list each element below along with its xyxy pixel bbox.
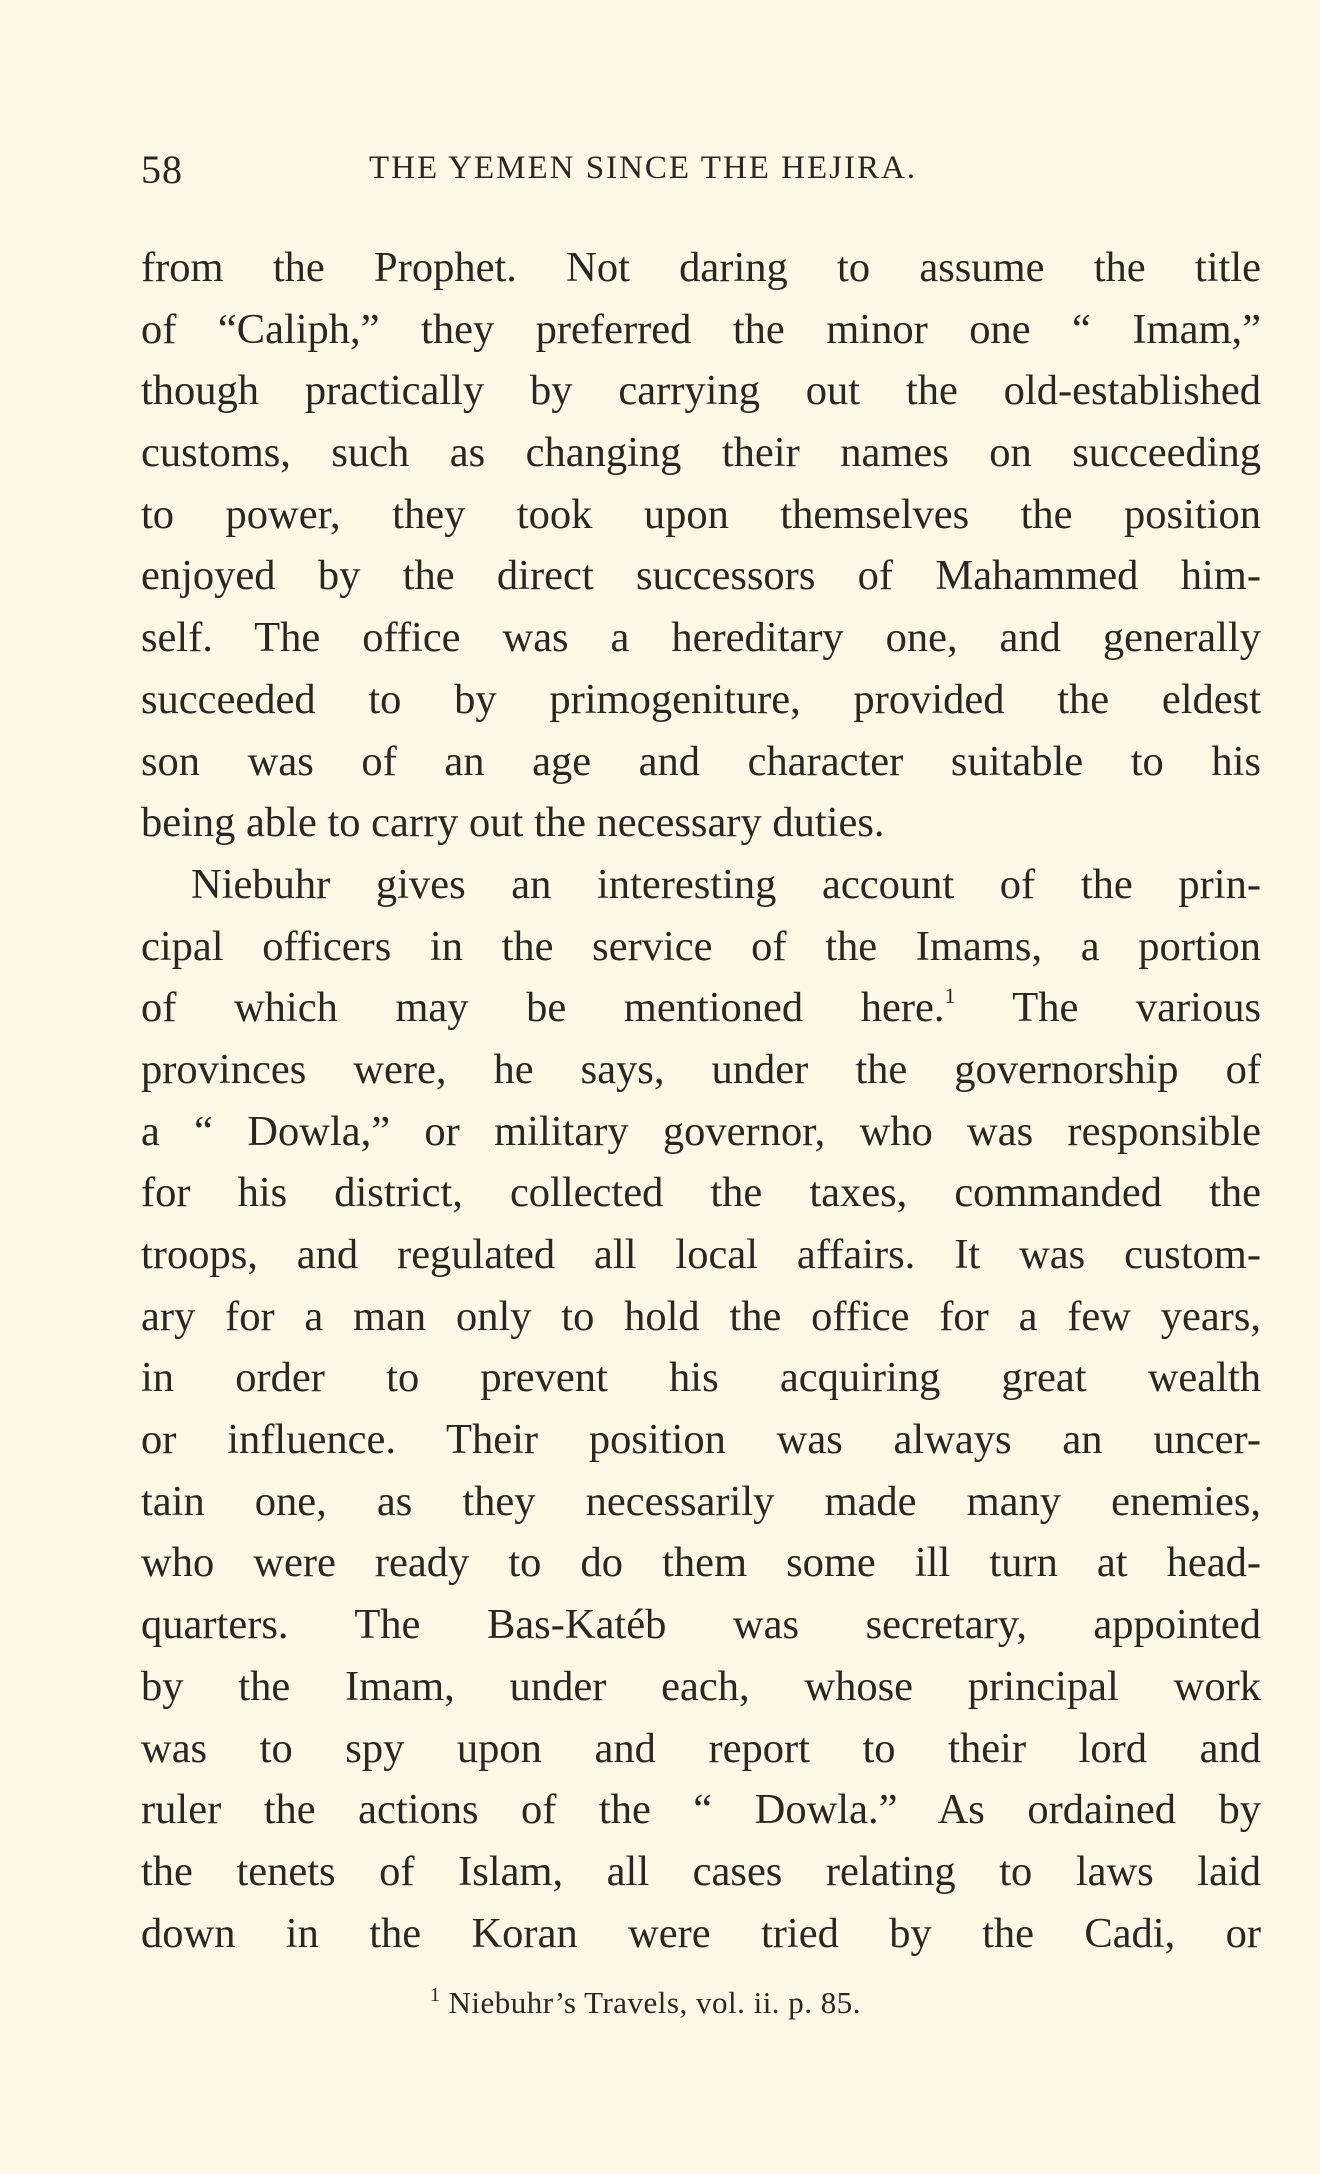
text-line: by the Imam, under each, whose principal work (141, 1662, 1261, 1710)
text-line: tain one, as they necessarily made many enemies, (141, 1477, 1261, 1525)
running-head: THE YEMEN SINCE THE HEJIRA. (369, 150, 918, 186)
text-line: enjoyed by the direct successors of Mahammed him- (141, 552, 1261, 600)
text-line: down in the Koran were tried by the Cadi, or (141, 1909, 1261, 1957)
text-line: customs, such as changing their names on succeeding (141, 429, 1261, 477)
footnote-reference[interactable]: 1 (944, 983, 956, 1009)
text-line: being able to carry out the necessary duties. (141, 799, 885, 847)
body-text (141, 237, 1261, 1964)
text-line: the tenets of Islam, all cases relating to laws laid (141, 1847, 1261, 1895)
text-line: ruler the actions of the “ Dowla.” As ordained by (141, 1786, 1261, 1834)
text-segment: of which may be mentioned here. (141, 984, 945, 1032)
text-line: a “ Dowla,” or military governor, who was responsible (141, 1107, 1261, 1155)
text-line: provinces were, he says, under the governorship of (141, 1045, 1261, 1093)
footnote-marker: 1 (430, 1984, 441, 2006)
text-line: troops, and regulated all local affairs. It was custom- (141, 1231, 1261, 1278)
text-line: cipal officers in the service of the Imams, a portion (141, 922, 1261, 970)
text-line: self. The office was a hereditary one, and generally (141, 614, 1261, 662)
text-line: quarters. The Bas-Katéb was secretary, appointed (141, 1601, 1261, 1649)
text-line: for his district, collected the taxes, commanded the (141, 1169, 1261, 1217)
text-line: in order to prevent his acquiring great wealth (141, 1354, 1261, 1402)
text-line: though practically by carrying out the old-established (141, 367, 1261, 415)
text-segment: The various (955, 984, 1261, 1032)
text-line: to power, they took upon themselves the position (141, 490, 1261, 538)
text-line: was to spy upon and report to their lord and (141, 1724, 1261, 1772)
text-line: from the Prophet. Not daring to assume the title (141, 244, 1261, 291)
page-header (141, 146, 1261, 196)
footnote (430, 1985, 861, 2021)
text-line: succeeded to by primogeniture, provided the eldest (141, 675, 1261, 723)
text-line: of “Caliph,” they preferred the minor one “ Imam,” (141, 305, 1261, 353)
footnote-text: Niebuhr’s Travels, vol. ii. p. 85. (448, 1985, 862, 2020)
text-line-with-note (141, 977, 1261, 1039)
text-line: or influence. Their position was always an uncer- (141, 1416, 1261, 1464)
text-line: Niebuhr gives an interesting account of the prin- (191, 860, 1261, 908)
text-line: who were ready to do them some ill turn at head- (141, 1539, 1261, 1587)
text-line: son was of an age and character suitable to his (141, 737, 1261, 785)
page-number: 58 (141, 147, 183, 192)
text-line: ary for a man only to hold the office for a few years, (141, 1292, 1261, 1340)
